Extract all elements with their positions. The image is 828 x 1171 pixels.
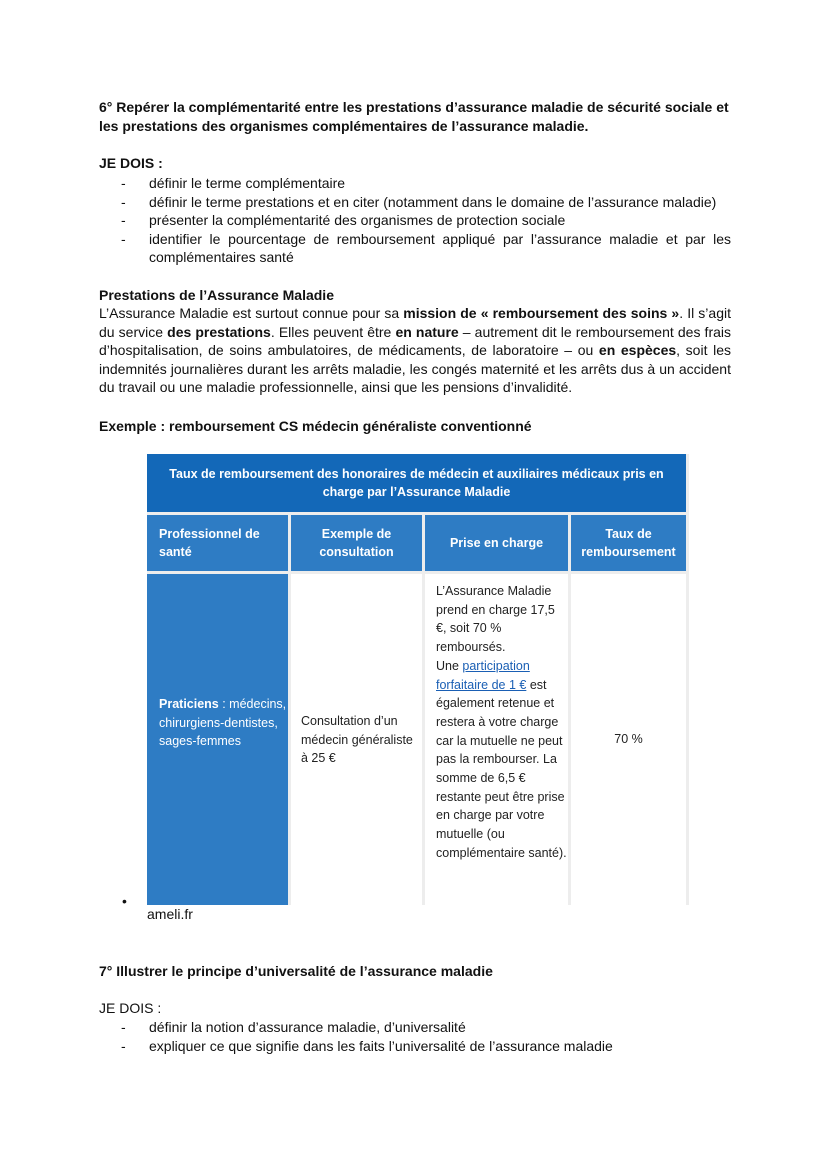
list-item: - présenter la complémentarité des organismes de protection sociale xyxy=(121,212,566,229)
table-header-coverage: Prise en charge xyxy=(425,515,568,571)
section6-je-dois: JE DOIS : xyxy=(99,155,163,171)
table-cell-example: Consultation d’un médecin généraliste à 25 € xyxy=(291,574,422,905)
table-cell-rate: 70 % xyxy=(571,574,686,905)
prestations-paragraph: L’Assurance Maladie est surtout connue pour sa mission de « remboursement des soins ». Il s’agit du service des prestations. Elles peuvent être en nature – autrement dit le remboursement des frais d’hospitalisation, de soins ambulatoires, de médicaments, de laboratoire – ou en espèces, soit les indemnités journalières durant les arrêts maladie, les congés maternité et les arrêts dus à un accident du travail ou une maladie professionnelle, ainsi que les pensions d’invalidité. xyxy=(99,305,731,396)
bullet-marker: • xyxy=(122,893,127,909)
section6-list xyxy=(99,174,731,267)
list-item: - définir le terme prestations et en citer (notamment dans le domaine de l’assurance maladie) xyxy=(121,193,717,210)
list-item: - expliquer ce que signifie dans les faits l’universalité de l’assurance maladie xyxy=(121,1037,613,1054)
table-header-rate: Taux de remboursement xyxy=(571,515,686,571)
section6-heading: 6° Repérer la complémentarité entre les prestations d’assurance maladie de sécurité sociale et les prestations des organismes complémentaires de l’assurance maladie. xyxy=(99,99,729,134)
section7-heading: 7° Illustrer le principe d’universalité de l’assurance maladie xyxy=(99,963,493,979)
source-text: ameli.fr xyxy=(147,906,193,922)
list-item: - définir le terme complémentaire xyxy=(121,175,346,191)
prestations-title: Prestations de l’Assurance Maladie xyxy=(99,287,334,303)
table-title: Taux de remboursement des honoraires de médecin et auxiliaires médicaux pris en charge par l’Assurance Maladie xyxy=(147,454,686,512)
participation-forfaitaire-link[interactable]: participation forfaitaire de 1 € xyxy=(436,658,530,692)
section7-list xyxy=(99,1018,731,1055)
reimbursement-table xyxy=(147,454,689,905)
list-item: - identifier le pourcentage de remboursement appliqué par l’assurance maladie et par les complémentaires santé xyxy=(121,230,731,266)
table-header-example: Exemple de consultation xyxy=(291,515,422,571)
example-title: Exemple : remboursement CS médecin généraliste conventionné xyxy=(99,418,532,434)
table-cell-coverage: L’Assurance Maladie prend en charge 17,5 €, soit 70 % remboursés. Une participation forfaitaire de 1 € est également retenue et restera à votre charge car la mutuelle ne peut pas la rembourser. La somme de 6,5 € restante peut être prise en charge par votre mutuelle (ou complémentaire santé). xyxy=(425,574,568,905)
section7-je-dois: JE DOIS : xyxy=(99,1000,162,1016)
list-item: - définir la notion d’assurance maladie, d’universalité xyxy=(121,1019,466,1035)
table-header-professional: Professionnel de santé xyxy=(147,515,288,571)
table-cell-professional: Praticiens : médecins, chirurgiens-dentistes, sages-femmes xyxy=(147,574,288,905)
